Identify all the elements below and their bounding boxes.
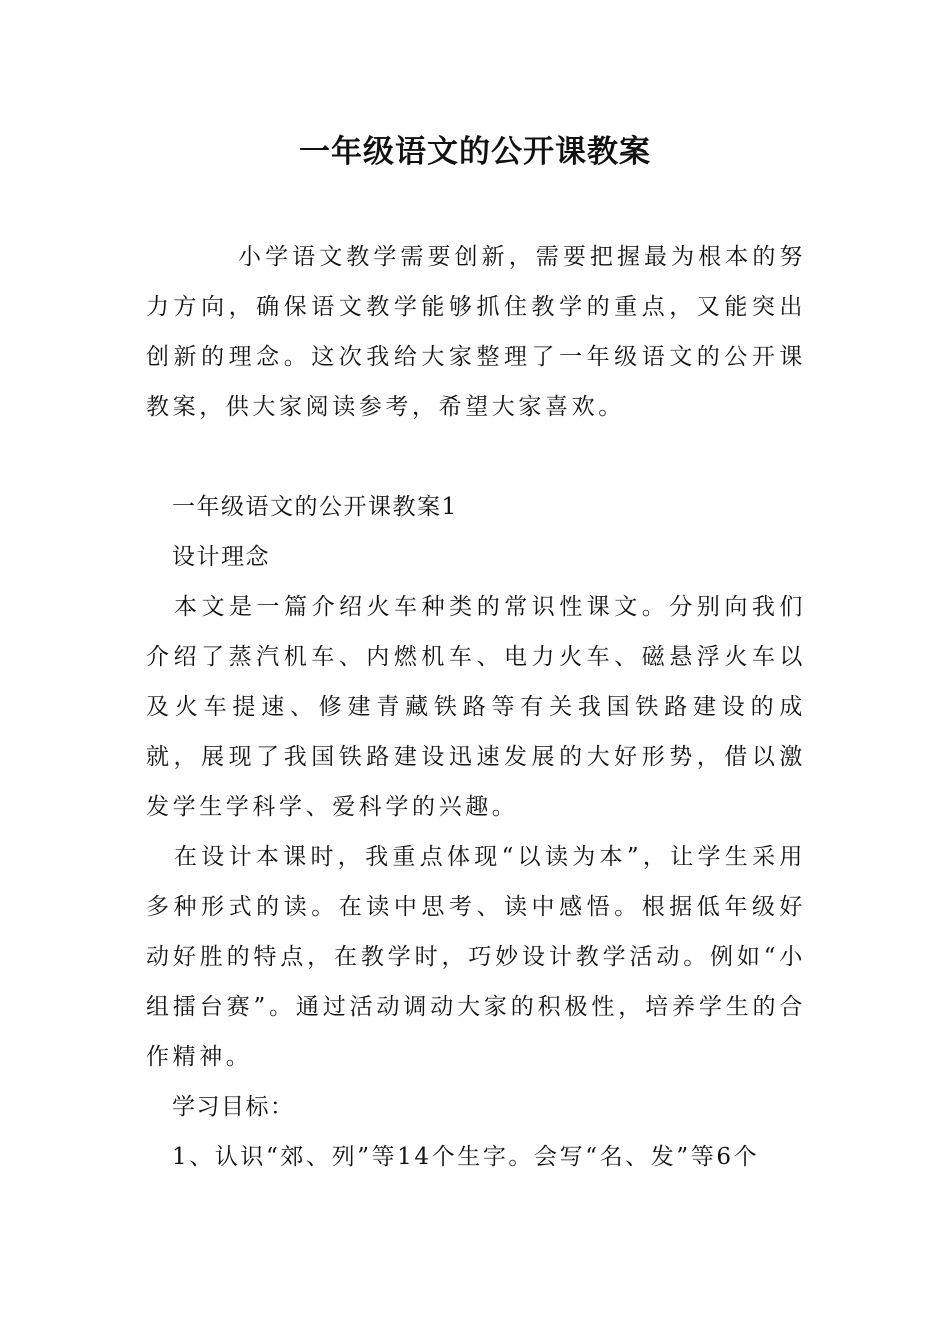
document-title: 一年级语文的公开课教案 [299, 134, 651, 170]
design-paragraph-1: 本文是一篇介绍火车种类的常识性课文。分别向我们介绍了蒸汽机车、内燃机车、电力火车、磁悬浮火车以及火车提速、修建青藏铁路等有关我国铁路建设的成就，展现了我国铁路建设迅速发展的大好形势，借以激发学生学科学、爱科学的兴趣。 [146, 594, 806, 820]
goals-heading: 学习目标： [172, 1094, 295, 1120]
section-title: 一年级语文的公开课教案1 [172, 494, 458, 520]
design-heading: 设计理念 [172, 544, 270, 570]
design-paragraph-2: 在设计本课时，我重点体现“以读为本”，让学生采用多种形式的读。在读中思考、读中感悟。根据低年级好动好胜的特点，在教学时，巧妙设计教学活动。例如“小组擂台赛”。通过活动调动大家的积极性，培养学生的合作精神。 [146, 844, 806, 1070]
goal-item-1: 1、认识“郊、列”等14个生字。会写“名、发”等6个 [172, 1144, 760, 1170]
intro-paragraph: 小学语文教学需要创新，需要把握最为根本的努力方向，确保语文教学能够抓住教学的重点，又能突出创新的理念。这次我给大家整理了一年级语文的公开课教案，供大家阅读参考，希望大家喜欢。 [146, 244, 806, 420]
